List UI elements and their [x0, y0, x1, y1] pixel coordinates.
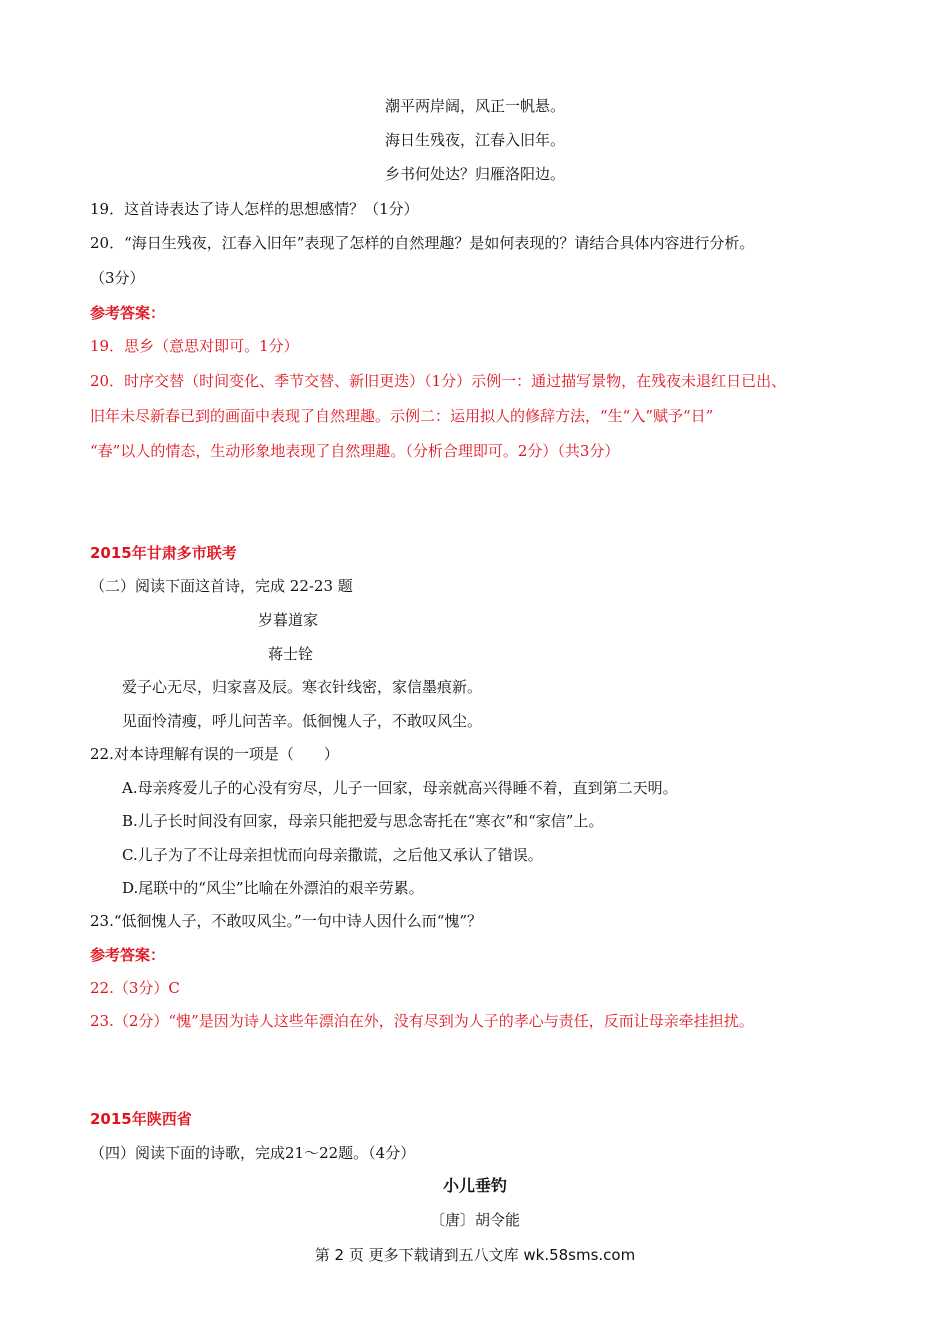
section-2-poem-line-2: 见面怜清瘦，呼儿问苦辛。低徊愧人子，不敢叹风尘。 — [122, 712, 483, 730]
section-2-poem-title: 岁暮道家 — [258, 611, 319, 629]
question-20-line-2: （3分） — [90, 269, 145, 287]
option-a: A.母亲疼爱儿子的心没有穷尽，儿子一回家，母亲就高兴得睡不着，直到第二天明。 — [122, 779, 678, 797]
answer-20-line-1: 20．时序交替（时间变化、季节交替、新旧更迭）（1分）示例一：通过描写景物，在残夜未退红日已出、 — [90, 372, 787, 390]
question-20-line-1: 20．“海日生残夜，江春入旧年”表现了怎样的自然理趣？是如何表现的？请结合具体内容进行分析。 — [90, 234, 755, 252]
section-3-instruction: （四）阅读下面的诗歌，完成21～22题。（4分） — [90, 1144, 416, 1162]
section-3-poem-author: 〔唐〕胡令能 — [429, 1211, 520, 1229]
answer-19: 19．思乡（意思对即可。1分） — [90, 337, 299, 355]
question-22: 22.对本诗理解有误的一项是（ ） — [90, 745, 339, 763]
section-2-poem-author: 蒋士铨 — [268, 645, 314, 663]
answer-label-1: 参考答案： — [90, 304, 166, 322]
option-b: B.儿子长时间没有回家，母亲只能把爱与思念寄托在“寒衣”和“家信”上。 — [122, 812, 604, 830]
poem1-line-3: 乡书何处达？归雁洛阳边。 — [384, 165, 565, 183]
section-2-heading: 2015年甘肃多市联考 — [90, 544, 237, 562]
answer-23: 23.（2分）“愧”是因为诗人这些年漂泊在外，没有尽到为人子的孝心与责任，反而让母亲牵挂担扰。 — [90, 1012, 754, 1030]
answer-20-line-2: 旧年未尽新春已到的画面中表现了自然理趣。示例二：运用拟人的修辞方法，“生“入”赋予“日” — [90, 407, 714, 425]
section-2-poem-line-1: 爱子心无尽，归家喜及辰。寒衣针线密，家信墨痕新。 — [122, 678, 483, 696]
poem1-line-1: 潮平两岸阔，风正一帆悬。 — [384, 97, 565, 115]
section-3-heading: 2015年陕西省 — [90, 1110, 192, 1128]
section-3-poem-title: 小儿垂钓 — [442, 1176, 507, 1195]
section-2-instruction: （二）阅读下面这首诗，完成 22-23 题 — [90, 577, 353, 595]
answer-20-line-3: “春”以人的情态，生动形象地表现了自然理趣。（分析合理即可。2分）（共3分） — [90, 442, 620, 460]
question-23: 23.“低徊愧人子，不敢叹风尘。”一句中诗人因什么而“愧”？ — [90, 912, 483, 930]
answer-22: 22.（3分）C — [90, 979, 180, 997]
answer-label-2: 参考答案： — [90, 946, 166, 964]
poem1-line-2: 海日生残夜，江春入旧年。 — [384, 131, 565, 149]
question-19: 19．这首诗表达了诗人怎样的思想感情？（1分） — [90, 200, 419, 218]
option-c: C.儿子为了不让母亲担忧而向母亲撒谎，之后他又承认了错误。 — [122, 846, 543, 864]
page-footer: 第 2 页 更多下载请到五八文库 wk.58sms.com — [314, 1246, 636, 1264]
option-d: D.尾联中的“风尘”比喻在外漂泊的艰辛劳累。 — [122, 879, 424, 897]
